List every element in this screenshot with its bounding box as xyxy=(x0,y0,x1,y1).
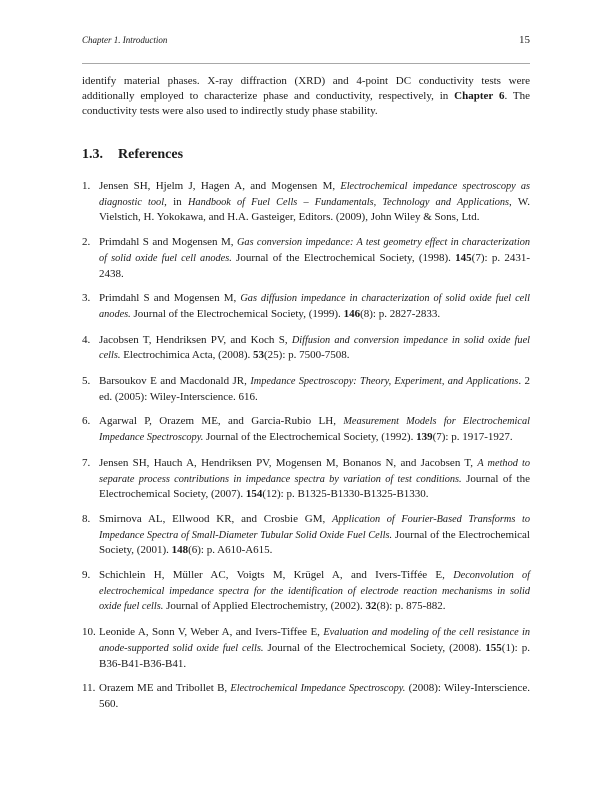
text-segment: (6): p. A610-A615. xyxy=(188,544,273,557)
italic-title: Gas diffusion impedance in characterization of solid oxide fuel cell anodes. xyxy=(99,293,530,320)
text-segment: . 2 ed. (2005): Wiley-Interscience. 616. xyxy=(99,375,531,403)
text-segment: Journal of Applied Electrochemistry, (2002). xyxy=(163,600,366,613)
reference-item xyxy=(82,235,530,281)
text-segment: Primdahl S and Mogensen M, xyxy=(99,236,237,249)
text-segment: , W. Vielstich, H. Yokokawa, and H.A. Gasteiger, Editors. (2009), John Wiley & Sons, Ltd. xyxy=(99,195,530,224)
volume-number: 155 xyxy=(485,641,502,654)
italic-title: Electrochemical impedance spectroscopy as diagnostic tool xyxy=(99,181,530,208)
italic-title: Measurement Models for Electrochemical Impedance Spectroscopy. xyxy=(99,416,530,444)
reference-number: 9. xyxy=(82,569,91,582)
text-segment: (2008): Wiley-Interscience. 560. xyxy=(99,682,530,710)
reference-item xyxy=(82,414,530,445)
reference-number: 2. xyxy=(82,236,91,249)
text-segment: (8): p. 875-882. xyxy=(376,600,446,613)
header-divider xyxy=(82,63,530,64)
volume-number: 139 xyxy=(416,431,433,444)
text-segment: (12): p. B1325-B1330-B1325-B1330. xyxy=(262,488,429,501)
reference-item xyxy=(82,681,530,711)
italic-title: Diffusion and conversion impedance in solid oxide fuel cells. xyxy=(99,334,530,362)
chapter-title: Chapter 1. Introduction xyxy=(82,35,168,45)
text-segment: Jensen SH, Hjelm J, Hagen A, and Mogensen M, xyxy=(99,180,341,192)
reference-item xyxy=(82,568,530,615)
volume-number: 146 xyxy=(343,307,361,320)
text-segment: Journal of the Electrochemical Society, (1999). xyxy=(130,307,344,320)
reference-item xyxy=(82,456,530,502)
italic-title: Deconvolution of electrochemical impedance spectra for the identification of electrode reaction mechanisms in solid oxide fuel cells. xyxy=(99,570,530,613)
text-segment: Leonide A, Sonn V, Weber A, and Ivers-Tiffee E, xyxy=(99,626,324,639)
volume-number: 154 xyxy=(245,488,263,501)
section-title: References xyxy=(118,147,184,162)
text-segment: Jensen SH, Hauch A, Hendriksen PV, Mogensen M, Bonanos N, and Jacobsen T, xyxy=(99,456,478,469)
reference-number: 3. xyxy=(82,292,91,305)
reference-item xyxy=(82,512,530,558)
text-segment: Barsoukov E and Macdonald JR, xyxy=(99,375,251,388)
italic-title: Impedance Spectroscopy: Theory, Experiment, and Applications xyxy=(250,376,519,388)
text-segment: (25): p. 7500-7508. xyxy=(264,349,350,362)
text-segment: Electrochimica Acta, (2008). xyxy=(120,349,254,362)
text-segment: Journal of the Electrochemical Society, (1998). xyxy=(231,251,456,264)
text-segment: Journal of the Electrochemical Society, (2008). xyxy=(263,641,486,654)
reference-number: 10. xyxy=(82,626,96,639)
italic-title: Handbook of Fuel Cells – Fundamentals, Technology and Applications xyxy=(187,196,510,208)
reference-number: 4. xyxy=(82,333,91,346)
volume-number: 148 xyxy=(171,544,189,557)
section-number: 1.3. xyxy=(82,147,103,162)
italic-title: A method to separate process contributions in impedance spectra by variation of test conditions. xyxy=(99,457,530,485)
reference-item xyxy=(82,374,530,404)
text-segment: , in xyxy=(164,195,188,208)
reference-item xyxy=(82,625,530,671)
italic-title: Evaluation and modeling of the cell resistance in anode-supported solid oxide fuel cells. xyxy=(99,627,530,654)
reference-number: 1. xyxy=(82,180,91,192)
reference-number: 5. xyxy=(82,375,91,388)
italic-title: Gas conversion impedance: A test geometry effect in characterization of solid oxide fuel cell anodes. xyxy=(99,237,530,264)
text-segment: Jacobsen T, Hendriksen PV, and Koch S, xyxy=(99,333,292,346)
italic-title: Application of Fourier-Based Transforms to Impedance Spectra of Small-Diameter Tubular Solid Oxide Fuel Cells. xyxy=(99,513,530,541)
text-segment: . The conductivity tests were also used to indirectly study phase stability. xyxy=(82,90,530,118)
text-segment: identify material phases. X-ray diffraction (XRD) and 4-point DC conductivity tests were additionally employed to characterize phase and conductivity, respectively, in xyxy=(82,75,530,103)
text-segment: Journal of the Electrochemical Society, (2007). xyxy=(99,472,530,501)
section-heading xyxy=(82,147,183,163)
volume-number: 32 xyxy=(365,600,377,613)
text-segment: (7): p. 1917-1927. xyxy=(432,431,513,444)
intro-paragraph xyxy=(82,74,530,120)
volume-number: 53 xyxy=(253,349,265,362)
reference-item xyxy=(82,333,530,364)
text-segment: Journal of the Electrochemical Society, (1992). xyxy=(203,431,417,444)
reference-number: 6. xyxy=(82,415,91,428)
text-segment: Schichlein H, Müller AC, Voigts M, Krügel A, and Ivers-Tiffée E, xyxy=(99,569,454,582)
text-segment: (1): p. B36-B41-B36-B41. xyxy=(99,641,530,670)
text-segment: Agarwal P, Orazem ME, and Garcia-Rubio LH, xyxy=(99,415,344,428)
page-number: 15 xyxy=(519,34,530,46)
text-segment: Orazem ME and Tribollet B, xyxy=(99,682,231,695)
reference-number: 7. xyxy=(82,456,91,469)
reference-item xyxy=(82,179,530,225)
reference-item xyxy=(82,291,530,322)
reference-number: 11. xyxy=(82,682,96,695)
italic-title: Electrochemical Impedance Spectroscopy. xyxy=(230,683,406,695)
text-segment: (8): p. 2827-2833. xyxy=(360,307,441,320)
text-segment: (7): p. 2431-2438. xyxy=(99,251,530,280)
text-segment: Smirnova AL, Ellwood KR, and Crosbie GM, xyxy=(99,512,333,525)
text-segment: Journal of the Electrochemical Society, (2001). xyxy=(99,528,530,557)
reference-list xyxy=(82,179,530,722)
text-segment: Primdahl S and Mogensen M, xyxy=(99,292,241,305)
running-header xyxy=(82,35,530,49)
reference-number: 8. xyxy=(82,512,91,525)
volume-number: Chapter 6 xyxy=(454,90,505,103)
volume-number: 145 xyxy=(455,251,472,264)
